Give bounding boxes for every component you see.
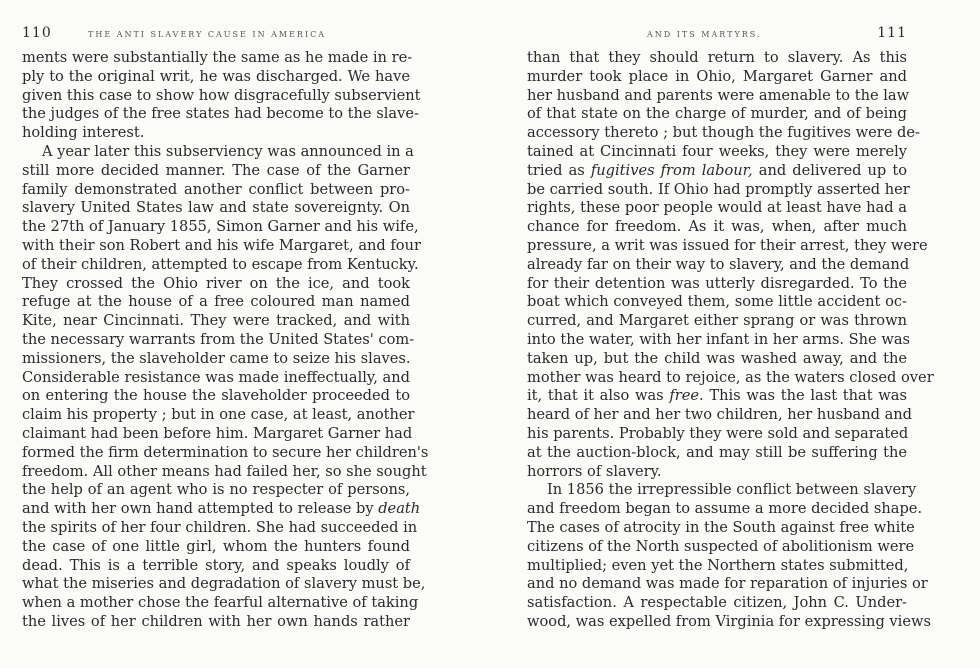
text-line: satisfaction. A respectable citizen, John C. Under- bbox=[527, 594, 907, 612]
right-page-text bbox=[527, 49, 934, 632]
text-line: chance for freedom. As it was, when, after much bbox=[527, 218, 907, 236]
text-line: horrors of slavery. bbox=[527, 462, 662, 480]
text-line: Considerable resistance was made ineffectually, and bbox=[22, 368, 410, 386]
text-line: at the auction-block, and may still be suffering the bbox=[527, 443, 907, 461]
text-line: citizens of the North suspected of abolitionism were bbox=[527, 537, 915, 555]
text-line: ments were substantially the same as he made in re- bbox=[22, 49, 413, 66]
text-line: the judges of the free states had become to the slave- bbox=[22, 105, 419, 123]
right-page-header bbox=[527, 25, 907, 41]
text-line: In 1856 the irrepressible conflict between slavery bbox=[547, 481, 917, 499]
right-running-title: AND ITS MARTYRS. bbox=[647, 30, 762, 39]
line-fragment: This was the last that was bbox=[703, 387, 907, 405]
text-line: already far on their way to slavery, and the demand bbox=[527, 255, 910, 273]
text-line: The cases of atrocity in the South against free white bbox=[527, 518, 915, 536]
right-page-number: 111 bbox=[877, 25, 907, 41]
text-line: and freedom began to assume a more decided shape. bbox=[527, 500, 923, 518]
text-line: given this case to show how disgracefully subservient bbox=[22, 86, 421, 104]
text-line: the lives of her children with her own hands rather bbox=[22, 612, 410, 630]
line-fragment: it, that it also was bbox=[527, 387, 670, 405]
text-line bbox=[22, 500, 421, 519]
text-line: into the water, with her infant in her arms. She was bbox=[527, 330, 911, 348]
text-line: than that they should return to slavery. As this bbox=[527, 49, 907, 66]
left-page-header bbox=[22, 25, 410, 41]
text-line: and no demand was made for reparation of injuries or bbox=[527, 575, 928, 593]
text-line: her husband and parents were amenable to the law bbox=[527, 86, 910, 104]
text-line: for their detention was utterly disregarded. To the bbox=[527, 274, 907, 292]
left-page-number: 110 bbox=[22, 25, 52, 41]
text-line: holding interest. bbox=[22, 124, 145, 142]
text-line: when a mother chose the fearful alternative of taking bbox=[22, 594, 419, 612]
text-line bbox=[527, 387, 907, 406]
text-line: his parents. Probably they were sold and separated bbox=[527, 424, 909, 442]
text-line: tained at Cincinnati four weeks, they were merely bbox=[527, 142, 907, 160]
text-line: family demonstrated another conflict between pro- bbox=[22, 180, 410, 198]
text-line: refuge at the house of a free coloured man named bbox=[22, 293, 410, 311]
left-page-text bbox=[22, 49, 429, 632]
text-line: rights, these poor people would at least have had a bbox=[527, 199, 907, 217]
text-line: missioners, the slaveholder came to seize his slaves. bbox=[22, 349, 411, 367]
italic-phrase: fugitives from labour, bbox=[590, 161, 753, 179]
text-line: the case of one little girl, whom the hunters found bbox=[22, 537, 410, 555]
text-line: taken up, but the child was washed away, and the bbox=[527, 349, 907, 367]
text-line: dead. This is a terrible story, and speaks loudly of bbox=[22, 556, 410, 574]
text-line: wood, was expelled from Virginia for expressing views bbox=[527, 612, 931, 630]
text-line: the help of an agent who is no respecter of persons, bbox=[22, 481, 410, 499]
line-fragment: tried as bbox=[527, 161, 591, 179]
text-line: curred, and Margaret either sprang or was thrown bbox=[527, 312, 907, 330]
text-line: boat which conveyed them, some little accident oc- bbox=[527, 293, 907, 311]
text-line bbox=[527, 162, 907, 181]
text-line: with their son Robert and his wife Margaret, and four bbox=[22, 236, 421, 254]
text-line: the spirits of her four children. She had succeeded in bbox=[22, 518, 418, 536]
text-line: Kite, near Cincinnati. They were tracked, and with bbox=[22, 312, 410, 330]
italic-phrase: death bbox=[378, 500, 421, 518]
line-fragment: and delivered up to bbox=[752, 161, 907, 179]
text-line: be carried south. If Ohio had promptly asserted her bbox=[527, 180, 910, 198]
text-line: slavery United States law and state sovereignty. On bbox=[22, 199, 410, 217]
text-line: formed the firm determination to secure her children's bbox=[22, 443, 429, 461]
left-page bbox=[22, 0, 429, 668]
text-line: mother was heard to rejoice, as the waters closed over bbox=[527, 368, 934, 386]
text-line: murder took place in Ohio, Margaret Garner and bbox=[527, 67, 907, 85]
text-line: still more decided manner. The case of the Garner bbox=[22, 161, 410, 179]
text-line: freedom. All other means had failed her, so she sought bbox=[22, 462, 427, 480]
text-line: They crossed the Ohio river on the ice, and took bbox=[22, 274, 410, 292]
text-line: on entering the house the slaveholder proceeded to bbox=[22, 387, 410, 405]
line-fragment: and with her own hand attempted to release by bbox=[22, 500, 379, 518]
text-line: the 27th of January 1855, Simon Garner and his wife, bbox=[22, 218, 419, 236]
text-line: what the miseries and degradation of slavery must be, bbox=[22, 575, 426, 593]
text-line: claim his property ; but in one case, at least, another bbox=[22, 406, 415, 424]
text-line: the necessary warrants from the United States' com- bbox=[22, 330, 415, 348]
right-page bbox=[527, 0, 934, 668]
text-line: claimant had been before him. Margaret Garner had bbox=[22, 424, 413, 442]
text-line: A year later this subserviency was announced in a bbox=[42, 142, 414, 160]
text-line: accessory thereto ; but though the fugitives were de- bbox=[527, 124, 920, 142]
text-line: of that state on the charge of murder, and of being bbox=[527, 105, 907, 123]
text-line: pressure, a writ was issued for their arrest, they were bbox=[527, 236, 928, 254]
text-line: of their children, attempted to escape from Kentucky. bbox=[22, 255, 419, 273]
left-running-title: THE ANTI SLAVERY CAUSE IN AMERICA bbox=[88, 30, 326, 39]
text-line: ply to the original writ, he was discharged. We have bbox=[22, 67, 410, 85]
italic-phrase: free. bbox=[669, 387, 704, 405]
text-line: multiplied; even yet the Northern states submitted, bbox=[527, 556, 909, 574]
text-line: heard of her and her two children, her husband and bbox=[527, 406, 913, 424]
